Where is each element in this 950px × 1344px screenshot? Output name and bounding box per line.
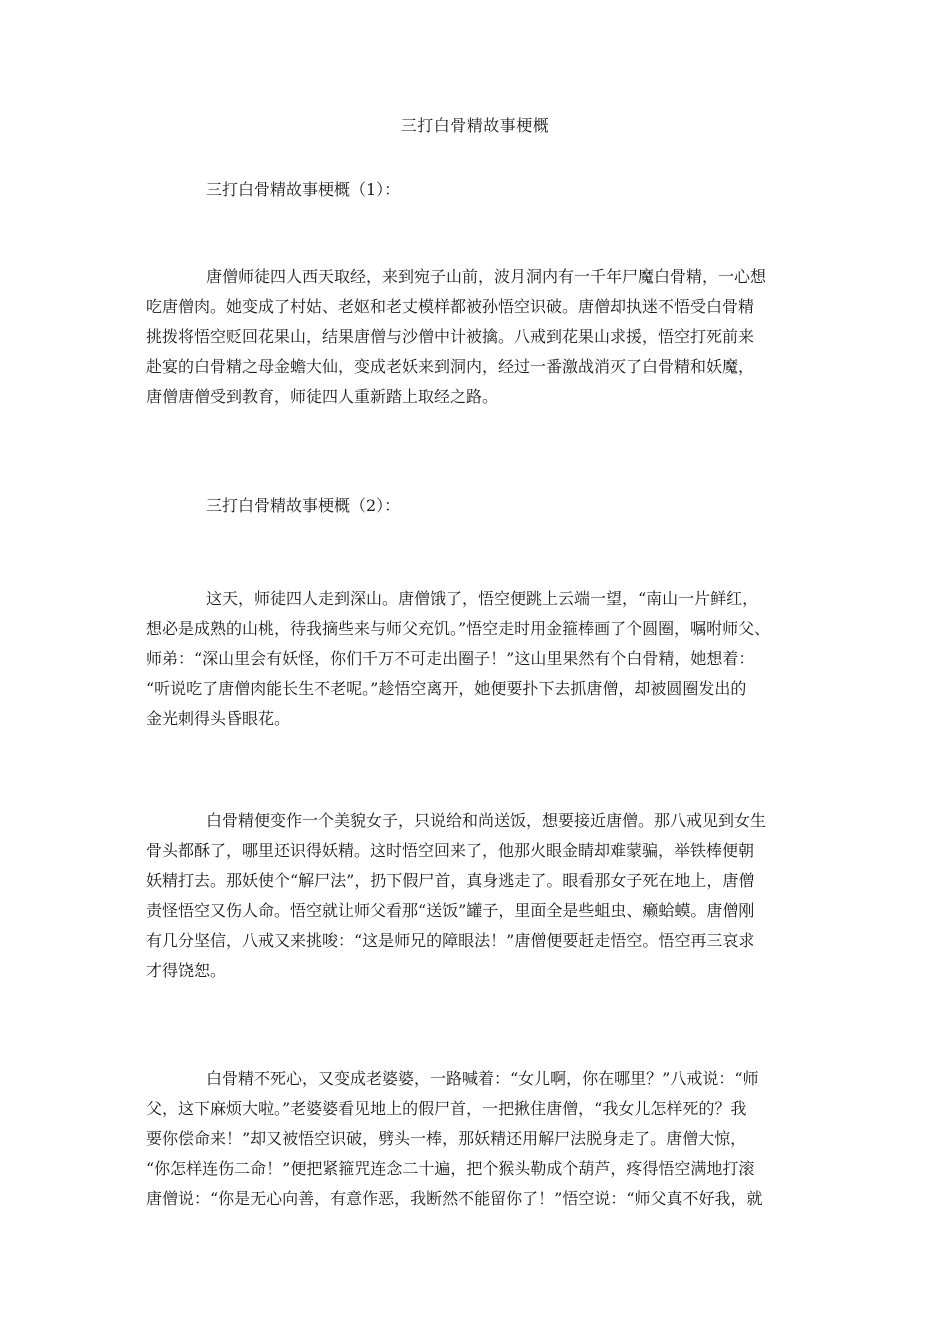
document-title: 三打白骨精故事梗概 <box>400 116 550 135</box>
text-line: 这天，师徒四人走到深山。唐僧饿了，悟空便跳上云端一望，“南山一片鲜红， <box>206 589 759 608</box>
text-line: 唐僧唐僧受到教育，师徒四人重新踏上取经之路。 <box>146 387 499 406</box>
text-line: 白骨精不死心，又变成老婆婆，一路喊着：“女儿啊，你在哪里？”八戒说：“师 <box>206 1069 759 1088</box>
text-line: 才得饶恕。 <box>146 961 227 980</box>
text-line: “你怎样连伤二命！”便把紧箍咒连念二十遍，把个猴头勒成个葫芦，疼得悟空满地打滚 <box>146 1159 755 1178</box>
text-line: 有几分坚信，八戒又来挑唆：“这是师兄的障眼法！”唐僧便要赶走悟空。悟空再三哀求 <box>146 931 755 950</box>
paragraph <box>146 1064 806 1214</box>
text-line: 师弟：“深山里会有妖怪，你们千万不可走出圈子！”这山里果然有个白骨精，她想着： <box>146 649 755 668</box>
text-line: 挑拨将悟空贬回花果山，结果唐僧与沙僧中计被擒。八戒到花果山求援，悟空打死前来 <box>146 327 755 346</box>
text-line: 白骨精便变作一个美貌女子，只说给和尚送饭，想要接近唐僧。那八戒见到女生 <box>206 811 767 830</box>
paragraph <box>146 262 806 412</box>
section-heading-1: 三打白骨精故事梗概（1）： <box>206 180 401 199</box>
text-line: 唐僧师徒四人西天取经，来到宛子山前，波月洞内有一千年尸魔白骨精，一心想 <box>206 267 767 286</box>
text-line: 父，这下麻烦大啦。”老婆婆看见地上的假尸首，一把揪住唐僧，“我女儿怎样死的？我 <box>146 1099 747 1118</box>
paragraph <box>146 584 806 734</box>
text-line: “听说吃了唐僧肉能长生不老呢。”趁悟空离开，她便要扑下去抓唐僧，却被圆圈发出的 <box>146 679 747 698</box>
text-line: 要你偿命来！”却又被悟空识破，劈头一棒，那妖精还用解尸法脱身走了。唐僧大惊， <box>146 1129 747 1148</box>
paragraph <box>146 806 806 986</box>
text-line: 金光刺得头昏眼花。 <box>146 709 291 728</box>
text-line: 想必是成熟的山桃，待我摘些来与师父充饥。”悟空走时用金箍棒画了个圆圈，嘱咐师父、 <box>146 619 771 638</box>
text-line: 赴宴的白骨精之母金蟾大仙，变成老妖来到洞内，经过一番激战消灭了白骨精和妖魔， <box>146 357 755 376</box>
text-line: 责怪悟空又伤人命。悟空就让师父看那“送饭”罐子，里面全是些蛆虫、癞蛤蟆。唐僧刚 <box>146 901 755 920</box>
section-heading-2: 三打白骨精故事梗概（2）： <box>206 496 401 515</box>
text-line: 骨头都酥了，哪里还识得妖精。这时悟空回来了，他那火眼金睛却难蒙骗，举铁棒便朝 <box>146 841 755 860</box>
text-line: 妖精打去。那妖使个“解尸法”，扔下假尸首，真身逃走了。眼看那女子死在地上，唐僧 <box>146 871 755 890</box>
text-line: 唐僧说：“你是无心向善，有意作恶，我断然不能留你了！”悟空说：“师父真不好我，就 <box>146 1189 763 1208</box>
text-line: 吃唐僧肉。她变成了村姑、老妪和老丈模样都被孙悟空识破。唐僧却执迷不悟受白骨精 <box>146 297 755 316</box>
